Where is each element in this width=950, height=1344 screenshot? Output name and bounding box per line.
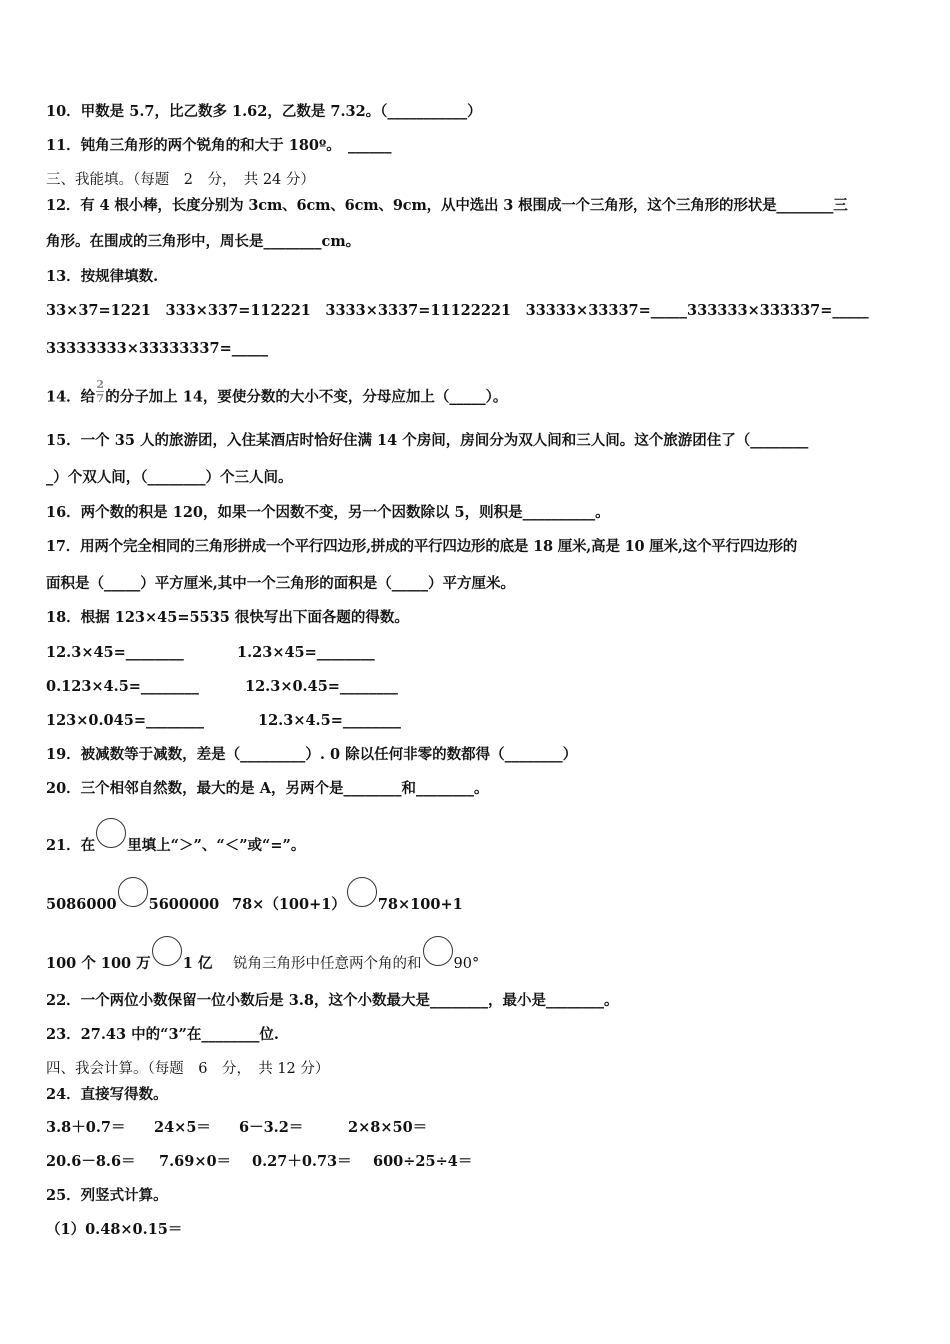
question-17-line2: 面积是（_____）平方厘米,其中一个三角形的面积是（_____）平方厘米。 xyxy=(46,575,516,592)
q24-item-8: 600÷25÷4＝ xyxy=(373,1153,473,1170)
question-21-row1 xyxy=(46,885,910,915)
question-24: 24．直接写得数。 xyxy=(46,1086,168,1103)
fraction-two-sevenths xyxy=(96,379,104,404)
question-20: 20．三个相邻自然数，最大的是 A，另两个是________和________。 xyxy=(46,780,489,797)
q24-item-3: 6－3.2＝ xyxy=(239,1119,304,1136)
section-4-heading: 四、我会计算。（每题 6 分， 共 12 分） xyxy=(46,1061,330,1077)
question-18-row3 xyxy=(46,711,910,731)
question-24-row1 xyxy=(46,1118,910,1138)
q18-item-4: 12.3×0.45=________ xyxy=(245,678,398,695)
q21-expr-2a: 100 个 100 万 xyxy=(46,955,151,972)
question-25: 25．列竖式计算。 xyxy=(46,1187,168,1204)
q24-item-1: 3.8＋0.7＝ xyxy=(46,1119,126,1136)
section-3-heading: 三、我能填。（每题 2 分， 共 24 分） xyxy=(46,172,315,188)
q21-expr-2d: 90° xyxy=(453,956,480,972)
question-21 xyxy=(46,826,910,856)
q21-expr-2b: 1 亿 xyxy=(182,955,213,972)
question-17-line1: 17．用两个完全相同的三角形拼成一个平行四边形,拼成的平行四边形的底是 18 厘米,高是 10 厘米,这个平行四边形的 xyxy=(46,538,798,555)
question-15-line1: 15．一个 35 人的旅游团，入住某酒店时恰好住满 14 个房间，房间分为双人间和三人间。这个旅游团住了（________ xyxy=(46,432,809,449)
question-18-row1 xyxy=(46,643,910,663)
q24-item-7: 0.27＋0.73＝ xyxy=(252,1153,352,1170)
q18-item-6: 12.3×4.5=________ xyxy=(258,712,401,729)
answer-circle-3[interactable] xyxy=(152,936,182,966)
question-14-suffix: 的分子加上 14，要使分数的大小不变，分母应加上（_____）。 xyxy=(105,388,508,406)
q21-suffix: 里填上“＞”、“＜”或“=”。 xyxy=(127,837,306,854)
question-13: 13．按规律填数. xyxy=(46,268,159,285)
q18-item-2: 1.23×45=________ xyxy=(237,644,375,661)
question-13-sequence-line1: 33×37=1221 333×337=112221 3333×3337=11122221 33333×33337=_____333333×333337=_____ xyxy=(46,302,869,319)
q21-expr-1a: 5086000 xyxy=(46,896,117,913)
q18-item-1: 12.3×45=________ xyxy=(46,644,184,661)
comparison-circle-icon xyxy=(96,818,126,848)
question-18: 18．根据 123×45=5535 很快写出下面各题的得数。 xyxy=(46,609,409,626)
question-23: 23．27.43 中的“3”在________位. xyxy=(46,1026,279,1043)
q18-item-5: 123×0.045=________ xyxy=(46,712,204,729)
q18-item-3: 0.123×4.5=________ xyxy=(46,678,199,695)
question-14 xyxy=(46,378,910,410)
answer-circle-1[interactable] xyxy=(118,877,148,907)
q21-expr-1c: 78×（100+1） xyxy=(232,896,346,913)
question-14-prefix: 14．给 xyxy=(46,388,96,406)
question-12-line1: 12．有 4 根小棒，长度分别为 3cm、6cm、6cm、9cm，从中选出 3 根围成一个三角形，这个三角形的形状是________三 xyxy=(46,197,848,214)
question-19: 19．被减数等于减数，差是（_________）. 0 除以任何非零的数都得（________） xyxy=(46,746,578,763)
question-12-line2: 角形。在围成的三角形中，周长是________cm。 xyxy=(46,233,361,250)
q24-item-5: 20.6－8.6＝ xyxy=(46,1153,136,1170)
question-24-row2 xyxy=(46,1152,910,1172)
question-13-sequence-line2: 33333333×33333337=_____ xyxy=(46,340,268,357)
q21-expr-2c: 锐角三角形中任意两个角的和 xyxy=(233,956,422,972)
question-22: 22．一个两位小数保留一位小数后是 3.8，这个小数最大是________，最小是________。 xyxy=(46,992,619,1009)
question-15-line2: _）个双人间，（________）个三人间。 xyxy=(46,469,293,486)
question-25-part1: （1）0.48×0.15＝ xyxy=(46,1221,183,1238)
answer-circle-2[interactable] xyxy=(347,877,377,907)
q24-item-2: 24×5＝ xyxy=(154,1119,211,1136)
question-16: 16．两个数的积是 120，如果一个因数不变，另一个因数除以 5，则积是__________。 xyxy=(46,504,610,521)
fraction-numerator: 2 xyxy=(96,378,105,391)
fraction-denominator: 7 xyxy=(96,392,105,405)
q21-prefix: 21．在 xyxy=(46,837,96,854)
q24-item-4: 2×8×50＝ xyxy=(348,1119,428,1136)
q21-expr-1b: 5600000 xyxy=(148,896,220,913)
question-11: 11．钝角三角形的两个锐角的和大于 180º。 ______ xyxy=(46,137,392,154)
question-21-row2 xyxy=(46,944,910,974)
q21-expr-1d: 78×100+1 xyxy=(377,896,463,913)
q24-item-6: 7.69×0＝ xyxy=(159,1153,232,1170)
answer-circle-4[interactable] xyxy=(423,936,453,966)
question-18-row2 xyxy=(46,677,910,697)
question-10: 10．甲数是 5.7，比乙数多 1.62，乙数是 7.32。（___________） xyxy=(46,103,482,120)
